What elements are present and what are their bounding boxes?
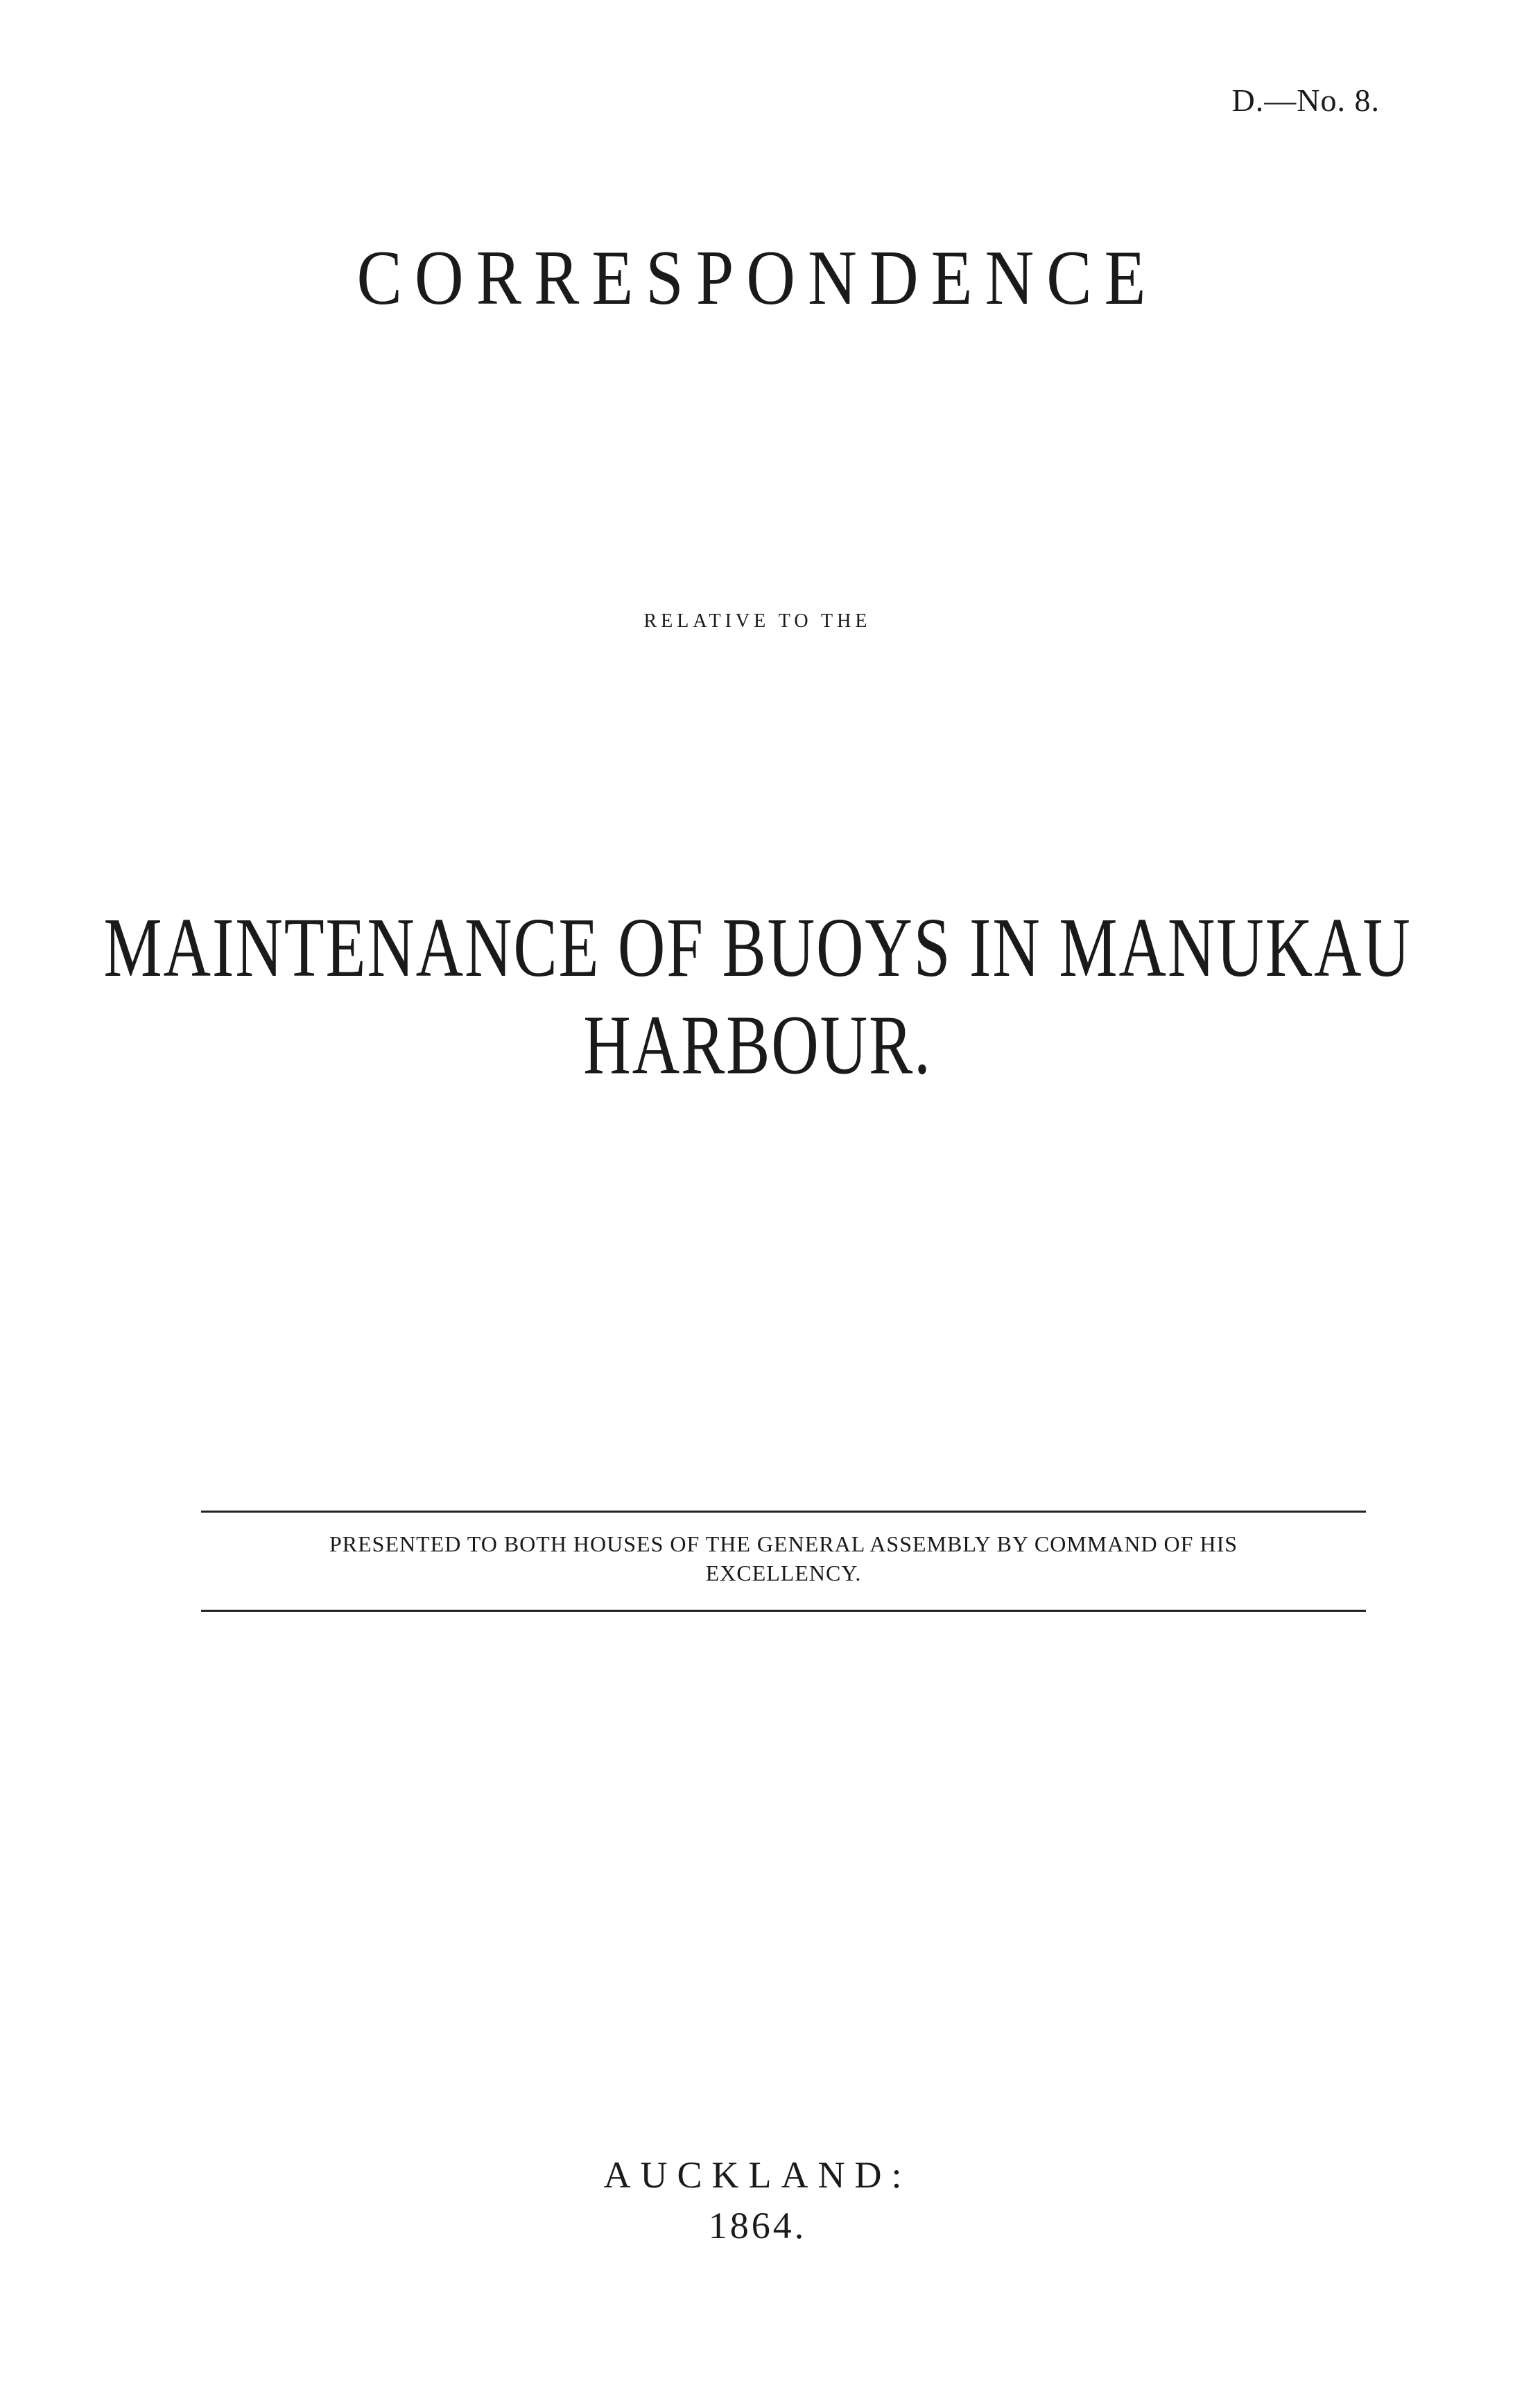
top-divider — [201, 1511, 1366, 1513]
imprint-year: 1864. — [708, 2205, 807, 2246]
document-title: CORRESPONDENCE — [356, 234, 1159, 322]
document-reference: D.—No. 8. — [1231, 83, 1380, 118]
presentation-note — [201, 1529, 1366, 1588]
presentation-line-1: PRESENTED TO BOTH HOUSES OF THE GENERAL ASSEMBLY BY COMMAND OF HIS — [329, 1531, 1238, 1556]
document-subject: MAINTENANCE OF BUOYS IN MANUKAU HARBOUR. — [103, 901, 1412, 1092]
document-subtitle: RELATIVE TO THE — [643, 610, 872, 632]
imprint-place: AUCKLAND: — [603, 2154, 912, 2196]
presentation-line-2: EXCELLENCY. — [705, 1560, 862, 1585]
bottom-divider — [201, 1610, 1366, 1612]
